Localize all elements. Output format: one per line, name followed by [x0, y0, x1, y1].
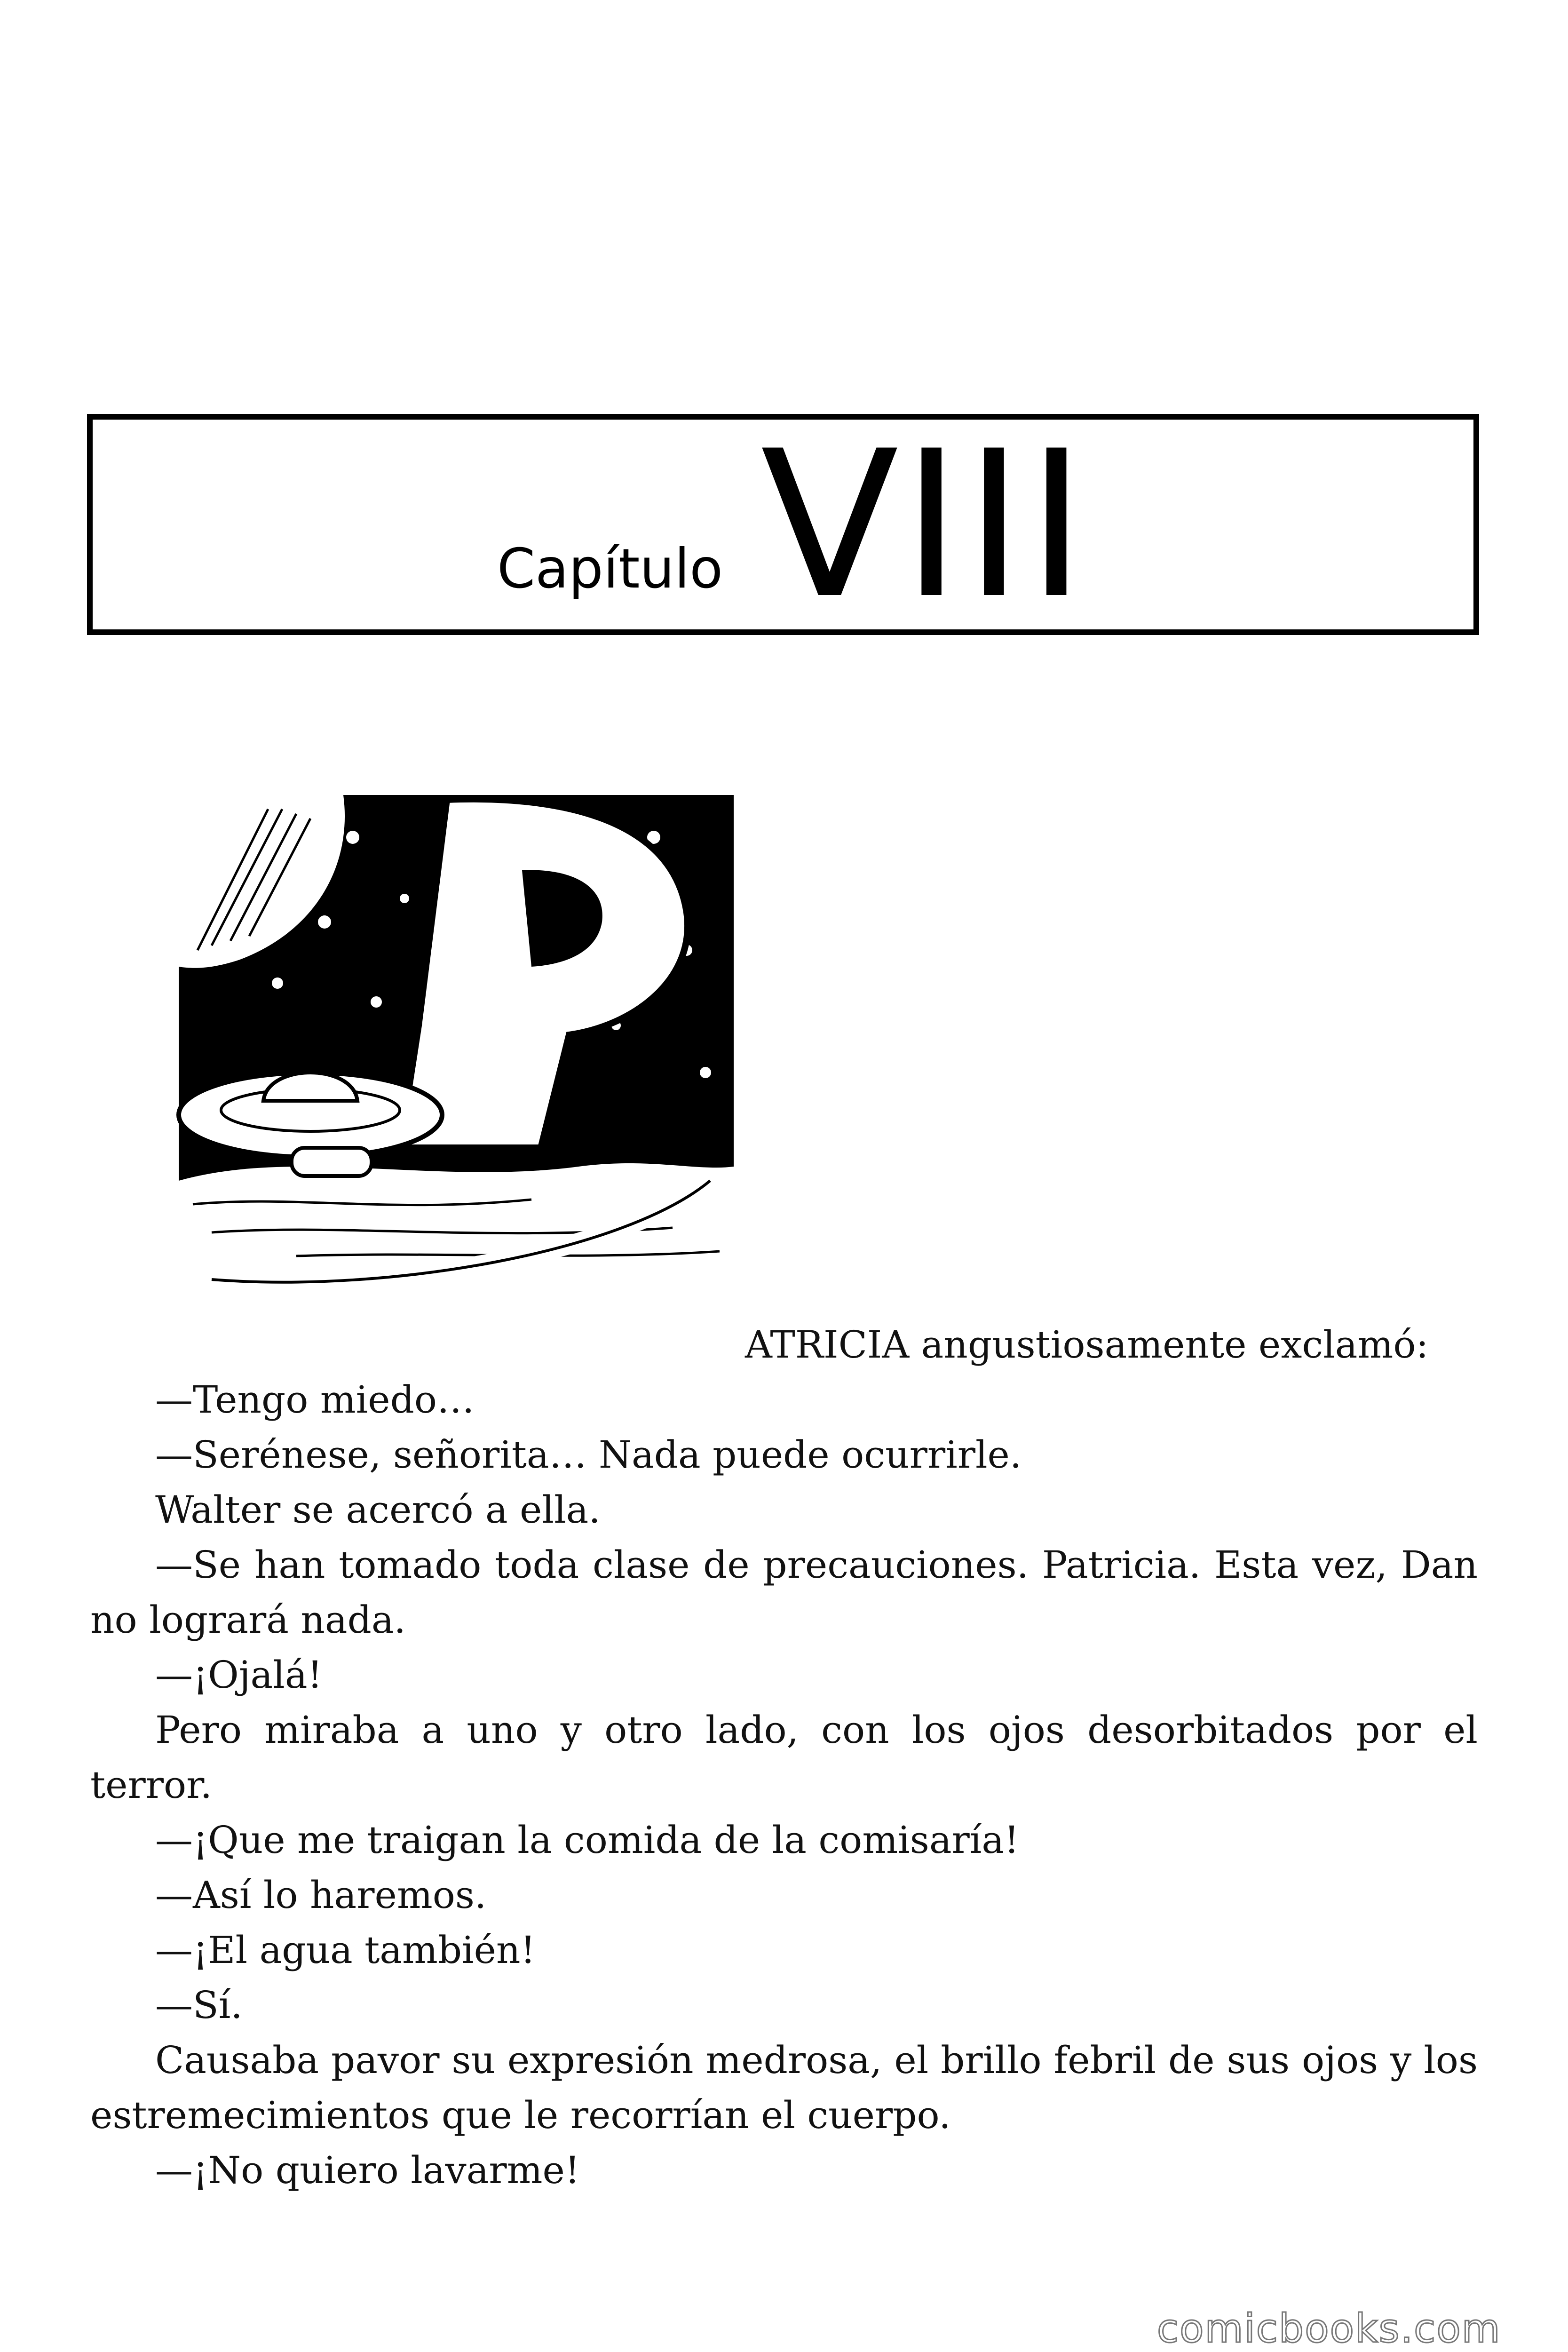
paragraph: Pero miraba a uno y otro lado, con los ojos desorbitados por el terror.: [90, 1708, 1478, 1807]
paragraph: Walter se acercó a ella.: [155, 1488, 601, 1532]
chapter-number: VIII: [760, 408, 1089, 643]
paragraph: —¡El agua también!: [155, 1928, 536, 1972]
paragraph: —¡No quiero lavarme!: [155, 2148, 580, 2192]
paragraph: —Se han tomado toda clase de precauciones. Patricia. Esta vez, Dan no logrará nada.: [90, 1543, 1478, 1642]
dropcap-illustration: [155, 781, 743, 1336]
paragraph: —Sí.: [155, 1983, 243, 2027]
paragraph: —¡Ojalá!: [155, 1653, 323, 1697]
paragraph: —Serénese, señorita… Nada puede ocurrirle.: [155, 1433, 1022, 1477]
paragraph: —¡Que me traigan la comida de la comisaría!: [155, 1818, 1020, 1862]
watermark: comicbooks.com: [1157, 2305, 1501, 2352]
lead-line: ATRICIA angustiosamente exclamó:: [745, 1323, 1429, 1367]
chapter-word: Capítulo: [497, 537, 723, 601]
paragraph: —Así lo haremos.: [155, 1873, 487, 1917]
paragraph: Causaba pavor su expresión medrosa, el brillo febril de sus ojos y los estremecimientos que le recorrían el cuerpo.: [90, 2038, 1478, 2137]
body-text: [90, 1317, 1478, 2198]
paragraph: —Tengo miedo…: [155, 1378, 475, 1422]
chapter-header-box: [87, 408, 1479, 643]
